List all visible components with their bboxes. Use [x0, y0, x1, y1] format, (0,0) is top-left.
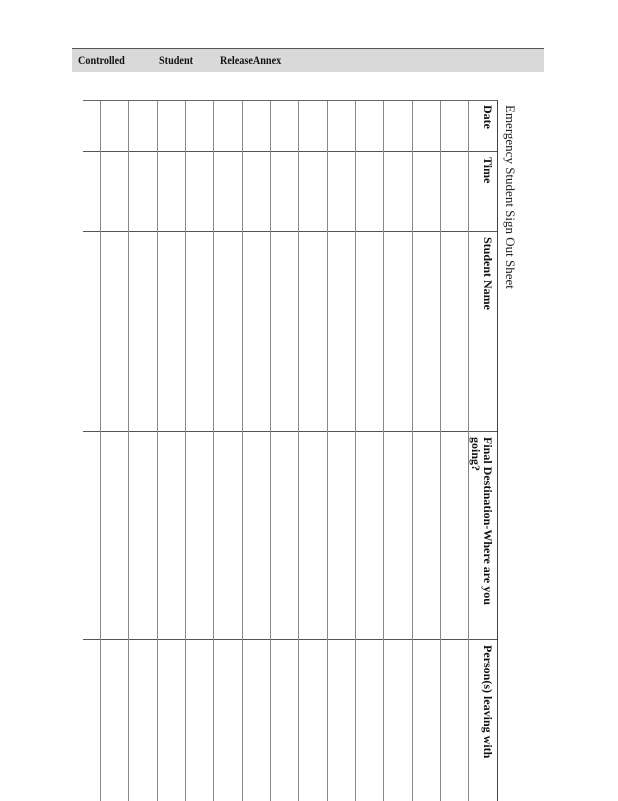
sign-out-table — [83, 100, 498, 801]
row-divider — [327, 101, 328, 801]
header-word-controlled: Controlled — [78, 53, 125, 67]
column-header-final-destination: Final Destination-Where are you going? — [469, 437, 495, 605]
column-divider — [83, 431, 497, 432]
row-divider — [468, 101, 469, 801]
row-divider — [298, 101, 299, 801]
sign-out-form — [78, 100, 518, 800]
column-header-time: Time — [481, 157, 495, 184]
row-divider — [157, 101, 158, 801]
column-header-student-name: Student Name — [481, 237, 495, 311]
row-divider — [440, 101, 441, 801]
header-word-release-annex: ReleaseAnnex — [220, 53, 282, 67]
row-divider — [213, 101, 214, 801]
row-divider — [355, 101, 356, 801]
row-divider — [100, 101, 101, 801]
column-header-persons-leaving-with: Person(s) leaving with — [481, 645, 495, 759]
row-divider — [383, 101, 384, 801]
column-divider — [83, 639, 497, 640]
row-divider — [185, 101, 186, 801]
column-divider — [83, 151, 497, 152]
row-divider — [270, 101, 271, 801]
column-divider — [83, 231, 497, 232]
column-header-date: Date — [481, 105, 495, 129]
row-divider — [128, 101, 129, 801]
header-bar — [72, 48, 544, 72]
sheet-title: Emergency Student Sign Out Sheet — [503, 105, 518, 289]
header-word-student: Student — [159, 53, 194, 67]
row-divider — [412, 101, 413, 801]
row-divider — [242, 101, 243, 801]
